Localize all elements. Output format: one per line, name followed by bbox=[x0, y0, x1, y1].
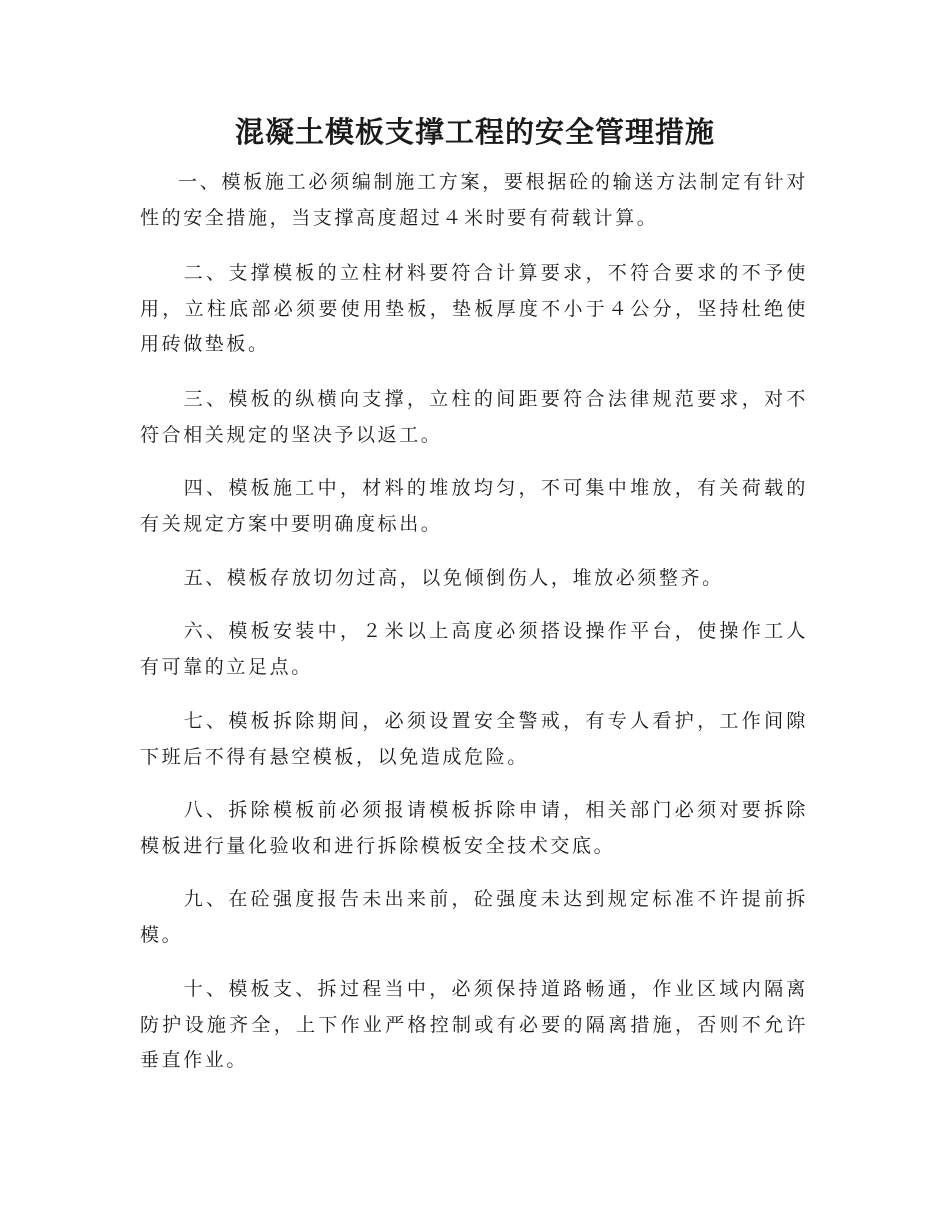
paragraph-1: 一、模板施工必须编制施工方案，要根据砼的输送方法制定有针对性的安全措施，当支撑高度超过４米时要有荷载计算。 bbox=[140, 171, 808, 229]
paragraph-5: 五、模板存放切勿过高，以免倾倒伤人，堆放必须整齐。 bbox=[183, 567, 724, 589]
paragraph-7: 七、模板拆除期间，必须设置安全警戒，有专人看护，工作间隙下班后不得有悬空模板，以免造成危险。 bbox=[140, 710, 808, 768]
paragraph-2: 二、支撑模板的立柱材料要符合计算要求，不符合要求的不予使用，立柱底部必须要使用垫板，垫板厚度不小于４公分，坚持杜绝使用砖做垫板。 bbox=[140, 262, 808, 355]
document-title: 混凝土模板支撑工程的安全管理措施 bbox=[234, 115, 715, 149]
paragraph-6: 六、模板安装中，２米以上高度必须搭设操作平台，使操作工人有可靠的立足点。 bbox=[140, 620, 808, 678]
paragraph-8: 八、拆除模板前必须报请模板拆除申请，相关部门必须对要拆除模板进行量化验收和进行拆除模板安全技术交底。 bbox=[140, 799, 808, 857]
paragraph-10: 十、模板支、拆过程当中，必须保持道路畅通，作业区域内隔离防护设施齐全，上下作业严格控制或有必要的隔离措施，否则不允许垂直作业。 bbox=[140, 978, 808, 1071]
paragraph-9: 九、在砼强度报告未出来前，砼强度未达到规定标准不许提前拆模。 bbox=[140, 888, 808, 946]
paragraph-3: 三、模板的纵横向支撑，立柱的间距要符合法律规范要求，对不符合相关规定的坚决予以返工。 bbox=[140, 388, 808, 446]
paragraph-4: 四、模板施工中，材料的堆放均匀，不可集中堆放，有关荷载的有关规定方案中要明确度标出。 bbox=[140, 477, 808, 535]
